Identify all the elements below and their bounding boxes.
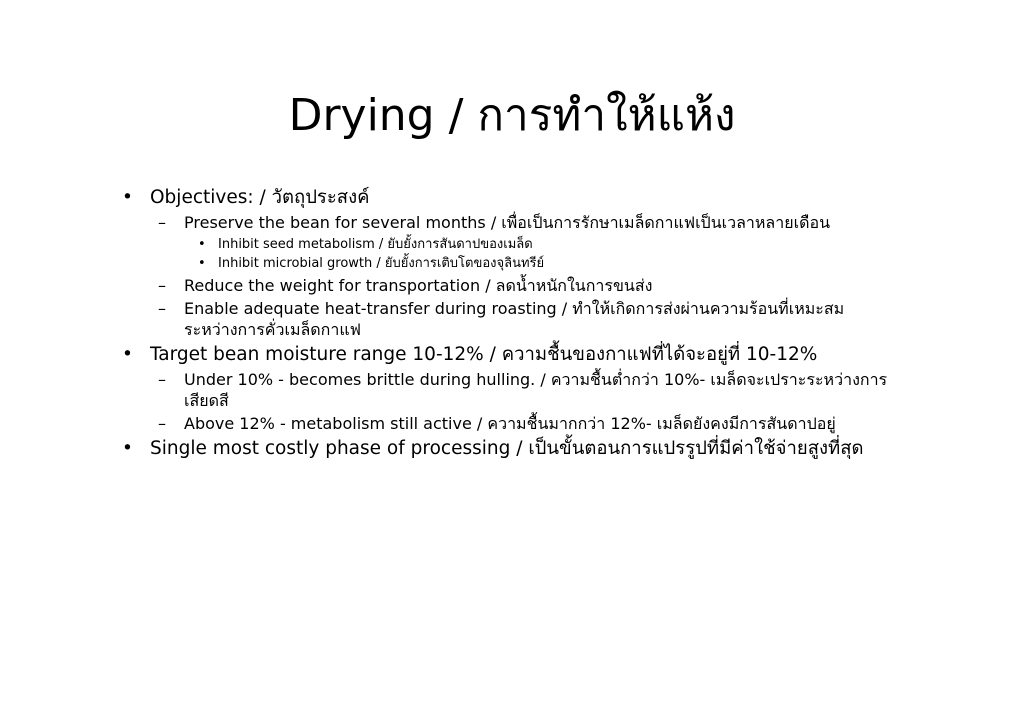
sub-bullet-text: Enable adequate heat-transfer during roasting / ทำให้เกิดการส่งผ่านความร้อนที่เหมะสมระหว่างการคั่วเมล็ดกาแฟ [184, 299, 845, 339]
sub-sub-bullet-microbial [184, 254, 896, 273]
sub-list [150, 369, 896, 434]
sub-bullet-text: Under 10% - becomes brittle during hulling. / ความชื้นต่ำกว่า 10%- เมล็ดจะเปราะระหว่างการเสียดสี [184, 370, 888, 410]
sub-bullet-weight [150, 275, 896, 296]
bullet-marker: • [122, 438, 133, 459]
bullet-marker: • [122, 187, 133, 208]
bullet-objectives [116, 186, 896, 340]
bullet-text: Objectives: / วัตถุประสงค์ [150, 187, 370, 208]
sub-bullet-above-12 [150, 413, 896, 434]
slide-title: Drying / การทำให้แห้ง [288, 90, 736, 141]
dash-marker: – [158, 414, 166, 433]
bullet-list [116, 186, 896, 461]
bullet-costly-phase [116, 437, 896, 461]
bullet-text: Target bean moisture range 10-12% / ความชื้นของกาแฟที่ได้จะอยู่ที่ 10-12% [150, 344, 818, 365]
sub-bullet-preserve [150, 212, 896, 273]
bullet-text: Single most costly phase of processing / เป็นขั้นตอนการแปรรูปที่มีค่าใช้จ่ายสูงที่สุด [150, 438, 864, 459]
sub-sub-list [184, 235, 896, 273]
bullet-marker: • [198, 256, 206, 271]
bullet-marker: • [122, 344, 133, 365]
sub-bullet-heat-transfer [150, 298, 896, 340]
sub-sub-bullet-text: Inhibit microbial growth / ยับยั้งการเติบโตของจุลินทรีย์ [218, 256, 545, 271]
sub-list [150, 212, 896, 340]
dash-marker: – [158, 213, 166, 232]
dash-marker: – [158, 276, 166, 295]
bullet-marker: • [198, 237, 206, 252]
sub-sub-bullet-metabolism [184, 235, 896, 254]
dash-marker: – [158, 299, 166, 318]
sub-bullet-text: Reduce the weight for transportation / ลดน้ำหนักในการขนส่ง [184, 276, 653, 295]
sub-sub-bullet-text: Inhibit seed metabolism / ยับยั้งการสันดาปของเมล็ด [218, 237, 533, 252]
bullet-moisture-range [116, 343, 896, 434]
sub-bullet-text: Above 12% - metabolism still active / ความชื้นมากกว่า 12%- เมล็ดยังคงมีการสันดาปอยู่ [184, 414, 836, 433]
sub-bullet-text: Preserve the bean for several months / เพื่อเป็นการรักษาเมล็ดกาแฟเป็นเวลาหลายเดือน [184, 213, 830, 232]
dash-marker: – [158, 370, 166, 389]
sub-bullet-under-10 [150, 369, 896, 411]
slide-content [116, 183, 896, 461]
